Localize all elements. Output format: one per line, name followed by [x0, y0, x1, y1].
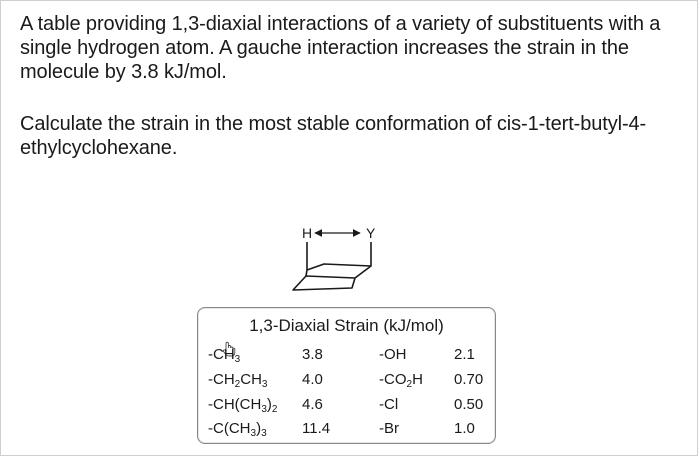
cyclohexane-chair-diagram — [282, 220, 392, 300]
strain-value: 11.4 — [302, 420, 331, 437]
diaxial-strain-table — [197, 307, 496, 444]
substituent-co2h: $-CO_2H$ — [379, 371, 423, 390]
substituent-cl: -Cl — [379, 396, 399, 413]
table-title: 1,3-Diaxial Strain (kJ/mol) — [249, 316, 444, 335]
substituent-tert-butyl: $-C(CH_3)_3$ — [208, 420, 267, 439]
strain-value: 0.70 — [454, 371, 484, 388]
strain-value: 4.6 — [302, 396, 323, 413]
strain-value: 1.0 — [454, 420, 475, 437]
ring-bond — [306, 270, 307, 276]
substituent-ch2ch3: $-CH_2CH_3$ — [208, 371, 268, 390]
strain-value: 4.0 — [302, 371, 323, 388]
strain-value: 0.50 — [454, 396, 484, 413]
chair-ring — [293, 264, 371, 290]
question-paragraph: Calculate the strain in the most stable conformation of cis-1-tert-butyl-4-ethylcyclohexane. — [20, 113, 647, 159]
substituent-isopropyl: $-CH(CH_3)_2$ — [208, 396, 278, 415]
substituent-br: -Br — [379, 420, 399, 437]
diagram-h-label: H — [302, 225, 313, 241]
substituent-ch3: $-CH_3$ — [208, 346, 241, 365]
strain-value: 3.8 — [302, 346, 323, 363]
strain-value: 2.1 — [454, 346, 475, 363]
intro-paragraph: A table providing 1,3-diaxial interactions of a variety of substituents with a single hydrogen atom. A gauche interaction increases the strain in the molecule by 3.8 kJ/mol. — [20, 13, 661, 83]
substituent-oh: -OH — [379, 346, 407, 363]
diagram-y-label: Y — [366, 225, 376, 241]
